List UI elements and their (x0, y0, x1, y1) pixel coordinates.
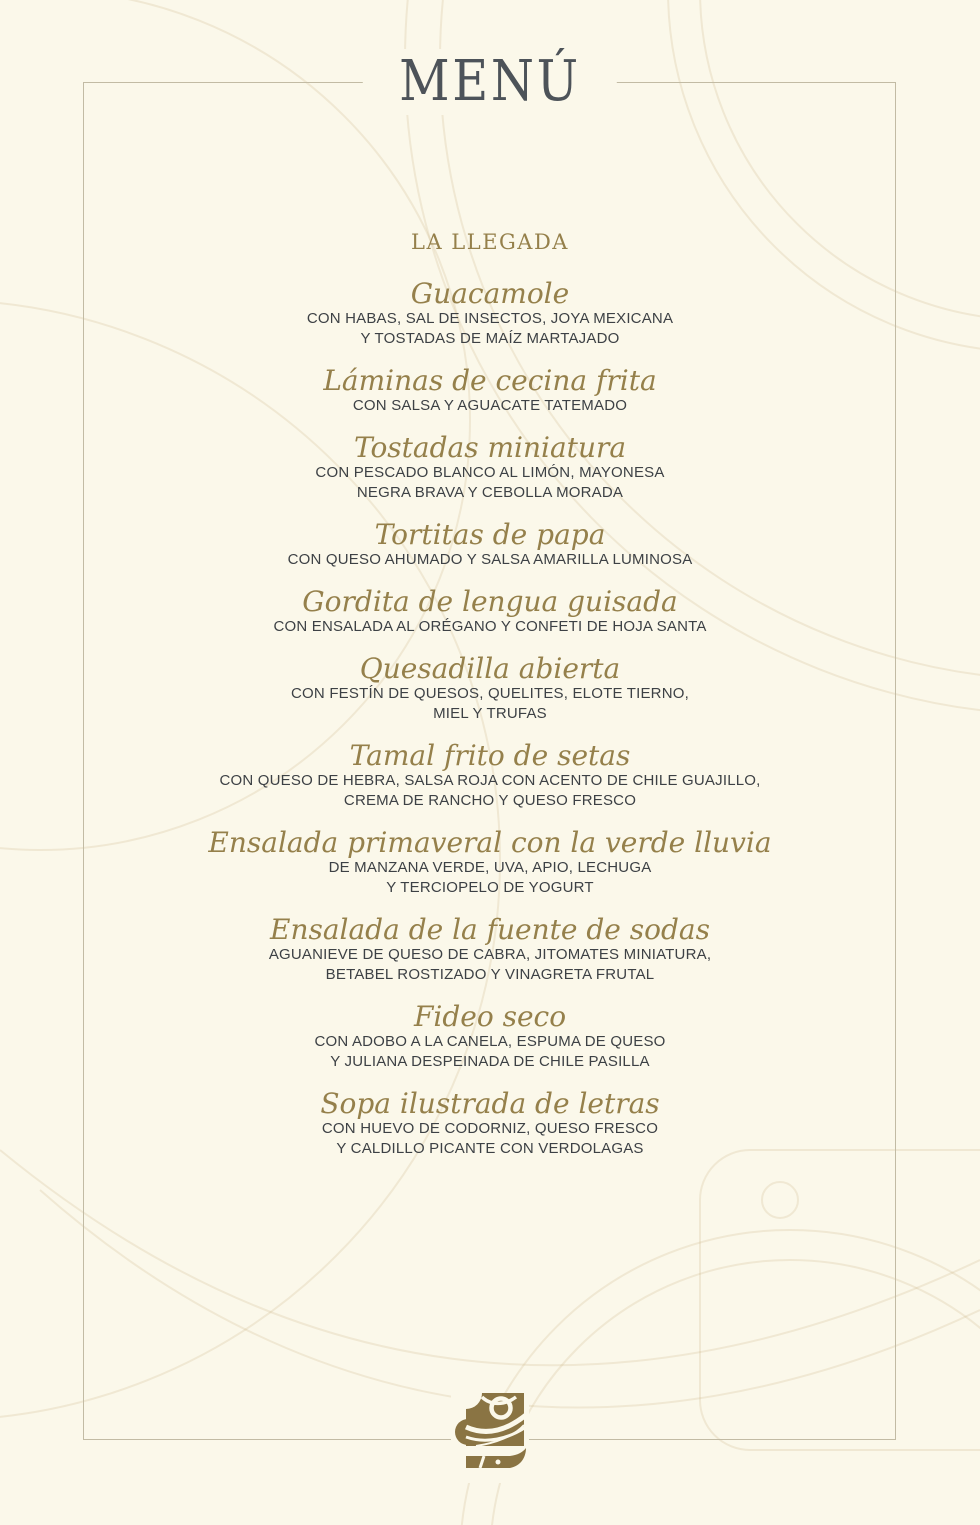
page-title-text: MENÚ (399, 49, 581, 114)
menu-item-description-line: Y JULIANA DESPEINADA DE CHILE PASILLA (330, 1053, 650, 1070)
menu-item-description-line: CON PESCADO BLANCO AL LIMÓN, MAYONESA (315, 464, 665, 481)
menu-item-title: Ensalada de la fuente de sodas (270, 913, 710, 946)
menu-item-description-line: MIEL Y TRUFAS (433, 705, 547, 722)
brand-logo (451, 1393, 529, 1483)
menu-item (84, 915, 896, 985)
menu-item-title: Gordita de lengua guisada (302, 585, 678, 618)
menu-item-title: Fideo seco (413, 1000, 567, 1033)
menu-item-list (84, 279, 896, 1159)
menu-item-description-line: CON FESTÍN DE QUESOS, QUELITES, ELOTE TIERNO, (291, 685, 689, 702)
menu-item (84, 366, 896, 416)
menu-item-title: Láminas de cecina frita (323, 364, 657, 397)
menu-item-description-line: DE MANZANA VERDE, UVA, APIO, LECHUGA (328, 859, 652, 876)
menu-item-description-line: CON ADOBO A LA CANELA, ESPUMA DE QUESO (314, 1033, 666, 1050)
menu-item-description-line: CON SALSA Y AGUACATE TATEMADO (352, 397, 628, 414)
menu-item-description-line: CON HUEVO DE CODORNIZ, QUESO FRESCO (321, 1120, 659, 1137)
menu-item-description-line: NEGRA BRAVA Y CEBOLLA MORADA (356, 484, 624, 501)
menu-item-description-line: BETABEL ROSTIZADO Y VINAGRETA FRUTAL (325, 966, 655, 983)
menu-item-title: Tortitas de papa (374, 518, 606, 551)
menu-item-title: Sopa ilustrada de letras (320, 1087, 660, 1120)
menu-item-description-line: CON HABAS, SAL DE INSECTOS, JOYA MEXICANA (306, 310, 674, 327)
menu-item-title: Tostadas miniatura (353, 431, 627, 464)
menu-item-description-line: Y TOSTADAS DE MAÍZ MARTAJADO (360, 330, 620, 347)
menu-item (84, 520, 896, 570)
menu-item (84, 587, 896, 637)
menu-item (84, 1002, 896, 1072)
menu-item-title: Tamal frito de setas (349, 739, 631, 772)
menu-item (84, 654, 896, 724)
menu-item-title: Ensalada primaveral con la verde lluvia (208, 826, 772, 859)
menu-item-title: Quesadilla abierta (359, 652, 621, 685)
menu-item (84, 1089, 896, 1159)
menu-item-description-line: AGUANIEVE DE QUESO DE CABRA, JITOMATES MINIATURA, (268, 946, 712, 963)
menu-item (84, 741, 896, 811)
menu-item-description-line: CON QUESO AHUMADO Y SALSA AMARILLA LUMINOSA (287, 551, 693, 568)
section-heading: LA LLEGADA (411, 230, 569, 254)
menu-content (84, 229, 896, 1176)
menu-item-description-line: CON ENSALADA AL ORÉGANO Y CONFETI DE HOJA SANTA (273, 618, 707, 635)
menu-item-description-line: CON QUESO DE HEBRA, SALSA ROJA CON ACENTO DE CHILE GUAJILLO, (219, 772, 761, 789)
ornamental-monogram-icon (454, 1393, 526, 1483)
menu-item (84, 433, 896, 503)
menu-item-title: Guacamole (410, 277, 570, 310)
menu-item (84, 828, 896, 898)
menu-item-description-line: CREMA DE RANCHO Y QUESO FRESCO (343, 792, 637, 809)
menu-item-description-line: Y TERCIOPELO DE YOGURT (386, 879, 594, 896)
page-title (363, 49, 617, 115)
menu-item (84, 279, 896, 349)
menu-item-description-line: Y CALDILLO PICANTE CON VERDOLAGAS (336, 1140, 644, 1157)
